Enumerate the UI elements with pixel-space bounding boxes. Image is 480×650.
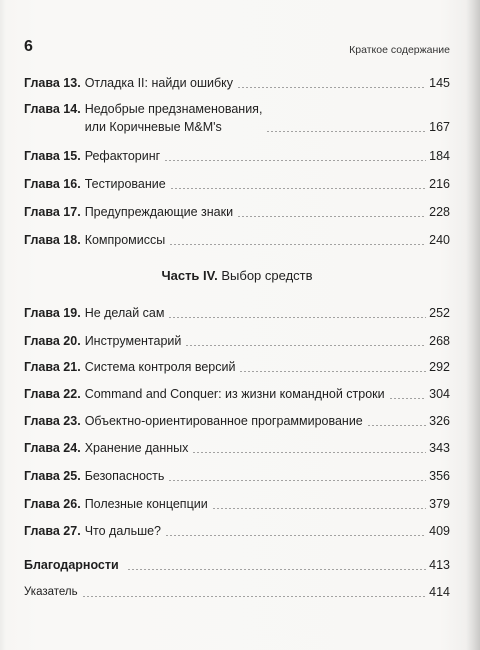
toc-entry-26[interactable] bbox=[24, 497, 450, 512]
toc-entry-acknowledgements[interactable] bbox=[24, 558, 450, 573]
table-of-contents bbox=[24, 0, 450, 650]
toc-entry-27[interactable] bbox=[24, 524, 450, 539]
chapter-page: 356 bbox=[429, 469, 450, 483]
leader-dots bbox=[367, 425, 426, 426]
chapter-title: Безопасность bbox=[84, 469, 165, 483]
leader-dots bbox=[389, 398, 427, 399]
chapter-label: Глава 15. bbox=[24, 149, 81, 163]
chapter-label: Глава 23. bbox=[24, 414, 81, 428]
chapter-page: 304 bbox=[429, 387, 450, 401]
toc-entry-15[interactable] bbox=[24, 149, 450, 164]
toc-entry-22[interactable] bbox=[24, 387, 450, 402]
chapter-page: 240 bbox=[429, 233, 450, 247]
toc-entry-24[interactable] bbox=[24, 441, 450, 456]
chapter-label: Глава 18. bbox=[24, 233, 81, 247]
leader-dots bbox=[168, 480, 426, 481]
chapter-label: Глава 14. bbox=[24, 102, 81, 116]
chapter-title: Что дальше? bbox=[84, 524, 162, 538]
chapter-title bbox=[85, 102, 263, 135]
chapter-title: Тестирование bbox=[84, 177, 166, 191]
chapter-title: Рефакторинг bbox=[84, 149, 161, 163]
toc-entry-23[interactable] bbox=[24, 414, 450, 429]
chapter-label: Глава 17. bbox=[24, 205, 81, 219]
chapter-label: Глава 25. bbox=[24, 469, 81, 483]
leader-dots bbox=[169, 244, 426, 245]
chapter-label: Глава 22. bbox=[24, 387, 81, 401]
part-title: Выбор средств bbox=[221, 268, 313, 283]
leader-dots bbox=[192, 452, 426, 453]
index-title: Указатель bbox=[24, 586, 78, 598]
chapter-label: Глава 26. bbox=[24, 497, 81, 511]
acknowledgements-title: Благодарности bbox=[24, 558, 119, 572]
leader-dots bbox=[185, 345, 426, 346]
chapter-title: Компромиссы bbox=[84, 233, 166, 247]
chapter-title-line-1: Недобрые предзнаменования, bbox=[84, 102, 263, 116]
chapter-page: 184 bbox=[429, 149, 450, 163]
chapter-title-line-2: или Коричневые M&M's bbox=[84, 120, 222, 134]
chapter-label: Глава 24. bbox=[24, 441, 81, 455]
chapter-title: Отладка II: найди ошибку bbox=[84, 76, 234, 90]
toc-entry-20[interactable] bbox=[24, 334, 450, 349]
chapter-title: Инструментарий bbox=[84, 334, 182, 348]
leader-dots bbox=[164, 160, 426, 161]
leader-dots bbox=[168, 317, 426, 318]
chapter-label: Глава 16. bbox=[24, 177, 81, 191]
chapter-page: 326 bbox=[429, 414, 450, 428]
leader-dots bbox=[127, 569, 426, 570]
toc-entry-14[interactable] bbox=[24, 102, 450, 135]
toc-entry-index[interactable] bbox=[24, 585, 450, 600]
chapter-page: 409 bbox=[429, 524, 450, 538]
chapter-page: 292 bbox=[429, 360, 450, 374]
chapter-label: Глава 27. bbox=[24, 524, 81, 538]
chapter-label: Глава 20. bbox=[24, 334, 81, 348]
part-heading[interactable] bbox=[24, 268, 450, 283]
index-page: 414 bbox=[429, 585, 450, 599]
toc-entry-21[interactable] bbox=[24, 360, 450, 375]
chapter-page: 145 bbox=[429, 76, 450, 90]
toc-entry-17[interactable] bbox=[24, 205, 450, 220]
toc-entry-16[interactable] bbox=[24, 177, 450, 192]
leader-dots bbox=[82, 596, 427, 597]
leader-dots bbox=[212, 508, 426, 509]
toc-entry-19[interactable] bbox=[24, 306, 450, 321]
toc-entry-18[interactable] bbox=[24, 233, 450, 248]
toc-entry-25[interactable] bbox=[24, 469, 450, 484]
chapter-title: Система контроля версий bbox=[84, 360, 236, 374]
chapter-page: 379 bbox=[429, 497, 450, 511]
chapter-title: Command and Conquer: из жизни командной строки bbox=[84, 387, 385, 401]
leader-dots bbox=[237, 87, 426, 88]
part-label: Часть IV. bbox=[161, 268, 218, 283]
leader-dots bbox=[170, 188, 426, 189]
leader-dots bbox=[239, 371, 426, 372]
chapter-title: Не делай сам bbox=[84, 306, 165, 320]
chapter-label: Глава 13. bbox=[24, 76, 81, 90]
leader-dots bbox=[165, 535, 426, 536]
acknowledgements-page: 413 bbox=[429, 558, 450, 572]
running-title: Краткое содержание bbox=[349, 44, 450, 56]
chapter-label: Глава 21. bbox=[24, 360, 81, 374]
toc-entry-13[interactable] bbox=[24, 76, 450, 91]
chapter-label: Глава 19. bbox=[24, 306, 81, 320]
page-number: 6 bbox=[24, 38, 33, 55]
chapter-page: 216 bbox=[429, 177, 450, 191]
chapter-page: 268 bbox=[429, 334, 450, 348]
chapter-title: Предупреждающие знаки bbox=[84, 205, 234, 219]
chapter-title: Объектно-ориентированное программирование bbox=[84, 414, 363, 428]
chapter-page: 228 bbox=[429, 205, 450, 219]
leader-dots bbox=[266, 131, 426, 132]
chapter-title: Полезные концепции bbox=[84, 497, 208, 511]
chapter-page: 252 bbox=[429, 306, 450, 320]
chapter-page: 167 bbox=[429, 120, 450, 134]
leader-dots bbox=[237, 216, 426, 217]
chapter-page: 343 bbox=[429, 441, 450, 455]
chapter-title: Хранение данных bbox=[84, 441, 189, 455]
